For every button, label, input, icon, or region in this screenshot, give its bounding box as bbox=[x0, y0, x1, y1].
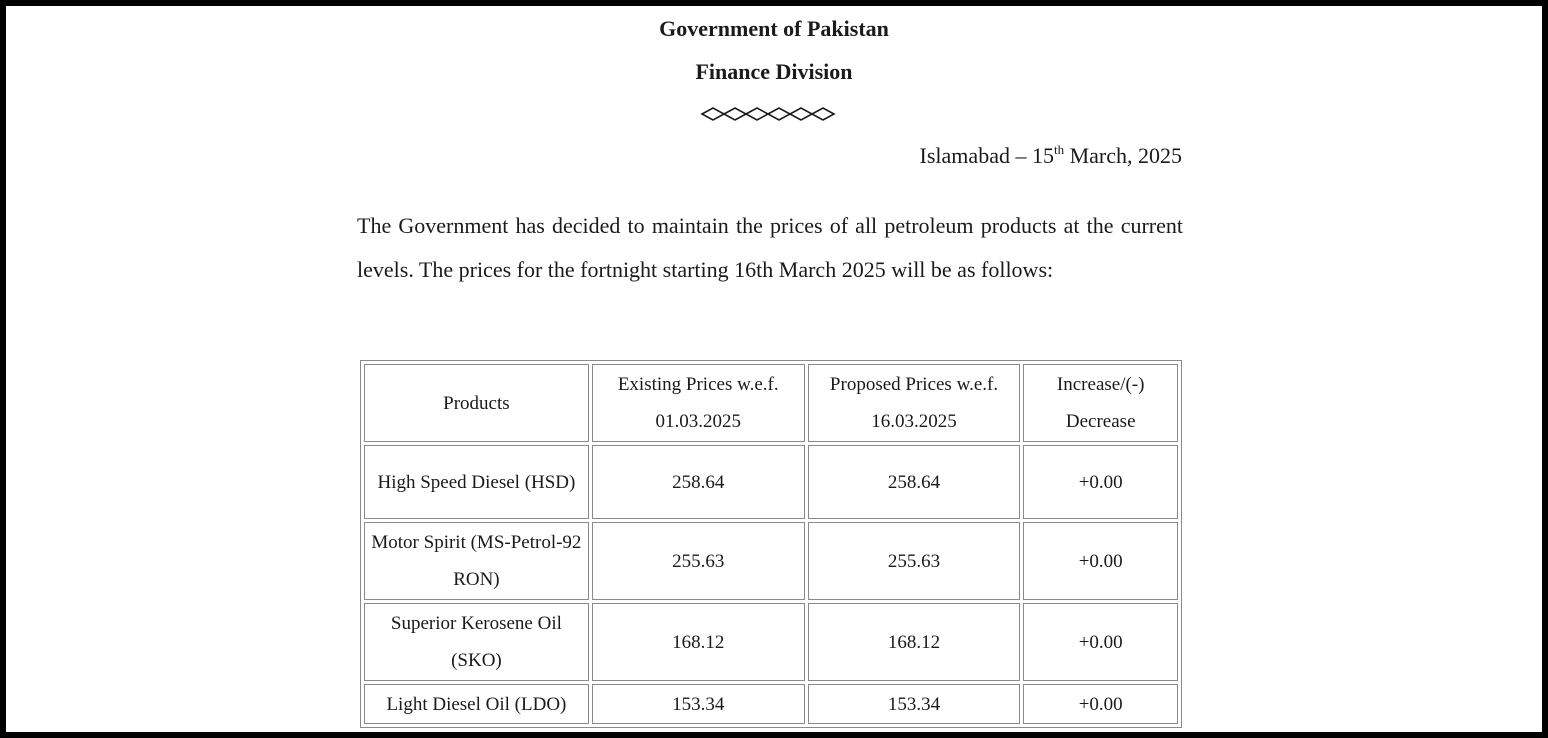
existing-price-cell: 168.12 bbox=[592, 603, 805, 681]
proposed-price-cell: 153.34 bbox=[808, 684, 1021, 724]
table-header-row bbox=[364, 364, 1178, 442]
change-cell: +0.00 bbox=[1023, 522, 1178, 600]
table-row bbox=[364, 522, 1178, 600]
change-cell: +0.00 bbox=[1023, 445, 1178, 519]
proposed-price-cell: 255.63 bbox=[808, 522, 1021, 600]
col-header-existing: Existing Prices w.e.f. 01.03.2025 bbox=[592, 364, 805, 442]
header-government: Government of Pakistan bbox=[659, 16, 889, 41]
col-header-proposed: Proposed Prices w.e.f. 16.03.2025 bbox=[808, 364, 1021, 442]
header-division: Finance Division bbox=[695, 59, 853, 84]
col-header-change: Increase/(-) Decrease bbox=[1023, 364, 1178, 442]
diamond-ornament-icon bbox=[700, 106, 840, 122]
col-header-products: Products bbox=[364, 364, 589, 442]
dateline-rest: March, 2025 bbox=[1064, 143, 1182, 168]
dateline-ordinal: th bbox=[1053, 142, 1065, 157]
product-cell: Light Diesel Oil (LDO) bbox=[364, 684, 589, 724]
table-row bbox=[364, 603, 1178, 681]
price-table bbox=[360, 360, 1182, 728]
table-row bbox=[364, 684, 1178, 724]
change-cell: +0.00 bbox=[1023, 684, 1178, 724]
existing-price-cell: 258.64 bbox=[592, 445, 805, 519]
price-table-wrapper bbox=[360, 360, 1182, 728]
table-row bbox=[364, 445, 1178, 519]
product-cell: Motor Spirit (MS-Petrol-92 RON) bbox=[364, 522, 589, 600]
proposed-price-cell: 258.64 bbox=[808, 445, 1021, 519]
change-cell: +0.00 bbox=[1023, 603, 1178, 681]
document-page bbox=[6, 6, 1542, 732]
product-cell: Superior Kerosene Oil (SKO) bbox=[364, 603, 589, 681]
dateline bbox=[920, 142, 1182, 170]
dateline-place: Islamabad – 15 bbox=[919, 143, 1054, 168]
product-cell: High Speed Diesel (HSD) bbox=[364, 445, 589, 519]
existing-price-cell: 255.63 bbox=[592, 522, 805, 600]
existing-price-cell: 153.34 bbox=[592, 684, 805, 724]
announcement-paragraph: The Government has decided to maintain the prices of all petroleum products at the current levels. The prices for the fortnight starting 16th March 2025 will be as follows: bbox=[357, 213, 1183, 282]
proposed-price-cell: 168.12 bbox=[808, 603, 1021, 681]
